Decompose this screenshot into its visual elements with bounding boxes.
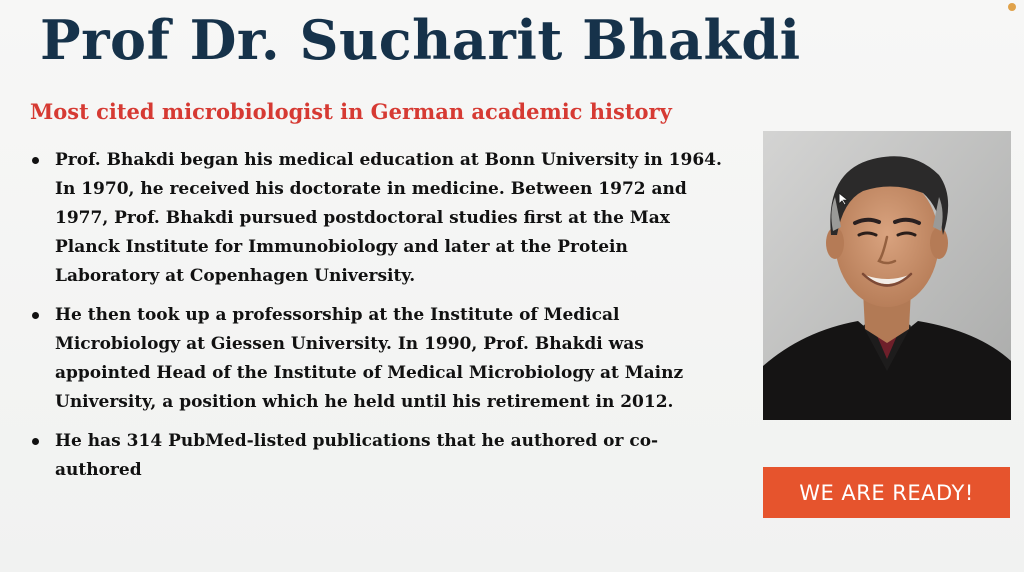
- bullet-dot-icon: [32, 312, 39, 319]
- status-dot-icon: [1008, 3, 1016, 11]
- mouse-pointer-icon: [838, 192, 850, 206]
- bullet-list: [30, 146, 735, 495]
- portrait-photo: [763, 131, 1011, 420]
- bullet-dot-icon: [32, 438, 39, 445]
- portrait-illustration: [763, 131, 1011, 420]
- bullet-item: [30, 146, 735, 291]
- slide-title: Prof Dr. Sucharit Bhakdi: [40, 8, 801, 72]
- bullet-dot-icon: [32, 157, 39, 164]
- bullet-text: He then took up a professorship at the Institute of Medical Microbiology at Giessen University. In 1990, Prof. Bhakdi was appointed Head of the Institute of Medical Microbiology at Mainz University, a position which he held until his retirement in 2012.: [55, 305, 684, 412]
- slide-subtitle: Most cited microbiologist in German academic history: [30, 99, 672, 124]
- bullet-text: Prof. Bhakdi began his medical education at Bonn University in 1964. In 1970, he received his doctorate in medicine. Between 1972 and 1977, Prof. Bhakdi pursued postdoctoral studies first at the Max Planck Institute for Immunobiology and later at the Protein Laboratory at Copenhagen University.: [55, 150, 722, 286]
- bullet-item: [30, 301, 735, 417]
- bullet-text: He has 314 PubMed-listed publications that he authored or co-authored: [55, 431, 659, 480]
- we-are-ready-button[interactable]: WE ARE READY!: [763, 467, 1010, 518]
- bullet-item: [30, 427, 735, 485]
